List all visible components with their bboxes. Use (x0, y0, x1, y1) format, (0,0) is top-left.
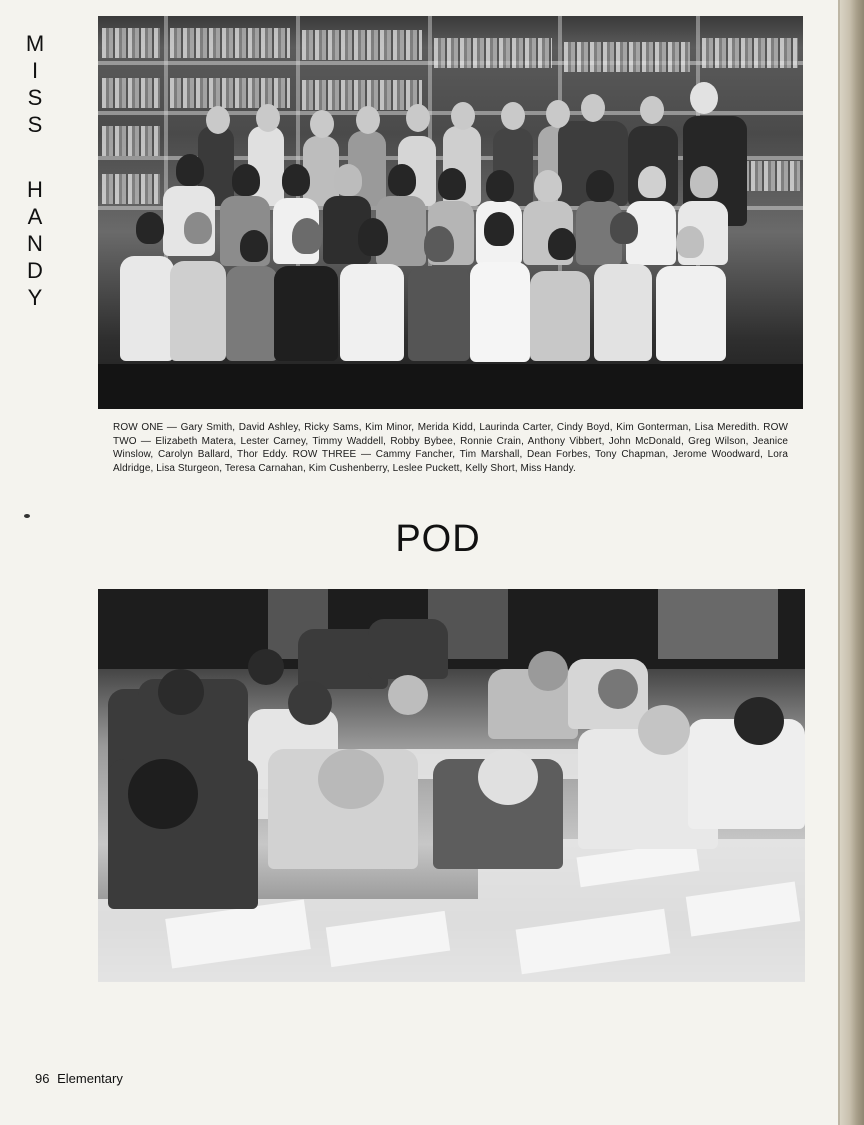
head (581, 94, 605, 122)
page-edge (840, 0, 864, 1125)
hair (240, 230, 268, 262)
head (690, 82, 718, 114)
hair (586, 170, 614, 202)
books (702, 38, 798, 68)
head (406, 104, 430, 132)
print-speck (24, 514, 30, 518)
title-letter: N (27, 231, 43, 256)
head (356, 106, 380, 134)
books (302, 30, 422, 60)
books (102, 174, 160, 204)
section-name: Elementary (57, 1071, 123, 1086)
person (226, 266, 278, 361)
title-letter: Y (27, 285, 43, 310)
hair (334, 164, 362, 196)
page-number: 96 (35, 1071, 50, 1086)
head (451, 102, 475, 130)
hair (676, 226, 704, 258)
person (170, 261, 226, 361)
head (638, 705, 690, 755)
head (734, 697, 784, 745)
head (478, 749, 538, 805)
hair (548, 228, 576, 260)
hair (232, 164, 260, 196)
head (310, 110, 334, 138)
hair (610, 212, 638, 244)
person (594, 264, 652, 361)
head (248, 649, 284, 685)
title-letter: H (27, 177, 43, 202)
head (158, 669, 204, 715)
hair (282, 164, 310, 196)
class-photo-caption: ROW ONE — Gary Smith, David Ashley, Ricky Sams, Kim Minor, Merida Kidd, Laurinda Carter, Cindy Boyd, Kim Gonterman, Lisa Meredith. ROW TWO — Elizabeth Matera, Lester Carney, Timmy Waddell, Robby Bybee, Ronnie Crain, Anthony Vibbert, John McDonald, Greg Wilson, Jeanice Winslow, Carolyn Ballard, Thor Eddy. ROW THREE — Cammy Fancher, Tim Marshall, Dean Forbes, Tony Chapman, Jerome Woodward, Lora Aldridge, Lisa Sturgeon, Teresa Carnahan, Kim Cushenberry, Leslee Puckett, Kelly Short, Miss Handy. (113, 422, 788, 474)
head (388, 675, 428, 715)
section-heading: POD (395, 518, 481, 560)
hair (484, 212, 514, 246)
books (102, 28, 160, 58)
title-letter: A (27, 204, 43, 229)
student (368, 619, 448, 679)
hair (424, 226, 454, 262)
head (598, 669, 638, 709)
hair (292, 218, 322, 254)
head (546, 100, 570, 128)
hair (136, 212, 164, 244)
head (128, 759, 198, 829)
hair (534, 170, 562, 202)
hair (638, 166, 666, 198)
books (170, 28, 290, 58)
class-photo (98, 16, 803, 409)
books (170, 78, 290, 108)
books (102, 126, 160, 156)
person (656, 266, 726, 361)
books (738, 161, 800, 191)
person (120, 256, 174, 361)
person (470, 262, 530, 362)
head (288, 681, 332, 725)
person (274, 266, 338, 361)
pod-photo (98, 589, 805, 982)
head (528, 651, 568, 691)
title-letter: S (27, 85, 43, 110)
title-letter: M (25, 31, 45, 56)
head (206, 106, 230, 134)
hair (358, 218, 388, 256)
title-letter: D (27, 258, 43, 283)
person (340, 264, 404, 361)
window (658, 589, 778, 659)
head (256, 104, 280, 132)
hair (690, 166, 718, 198)
hair (176, 154, 204, 186)
hair (184, 212, 212, 244)
books (564, 42, 690, 72)
vertical-title (22, 30, 48, 311)
person (530, 271, 590, 361)
title-letter: I (31, 58, 39, 83)
page-footer (35, 1071, 123, 1086)
head (318, 749, 384, 809)
head (501, 102, 525, 130)
floor (98, 364, 803, 409)
books (434, 38, 552, 68)
head (640, 96, 664, 124)
books (102, 78, 160, 108)
hair (486, 170, 514, 202)
hair (388, 164, 416, 196)
person (408, 266, 470, 361)
title-letter: S (27, 112, 43, 137)
hair (438, 168, 466, 200)
books (302, 80, 422, 110)
